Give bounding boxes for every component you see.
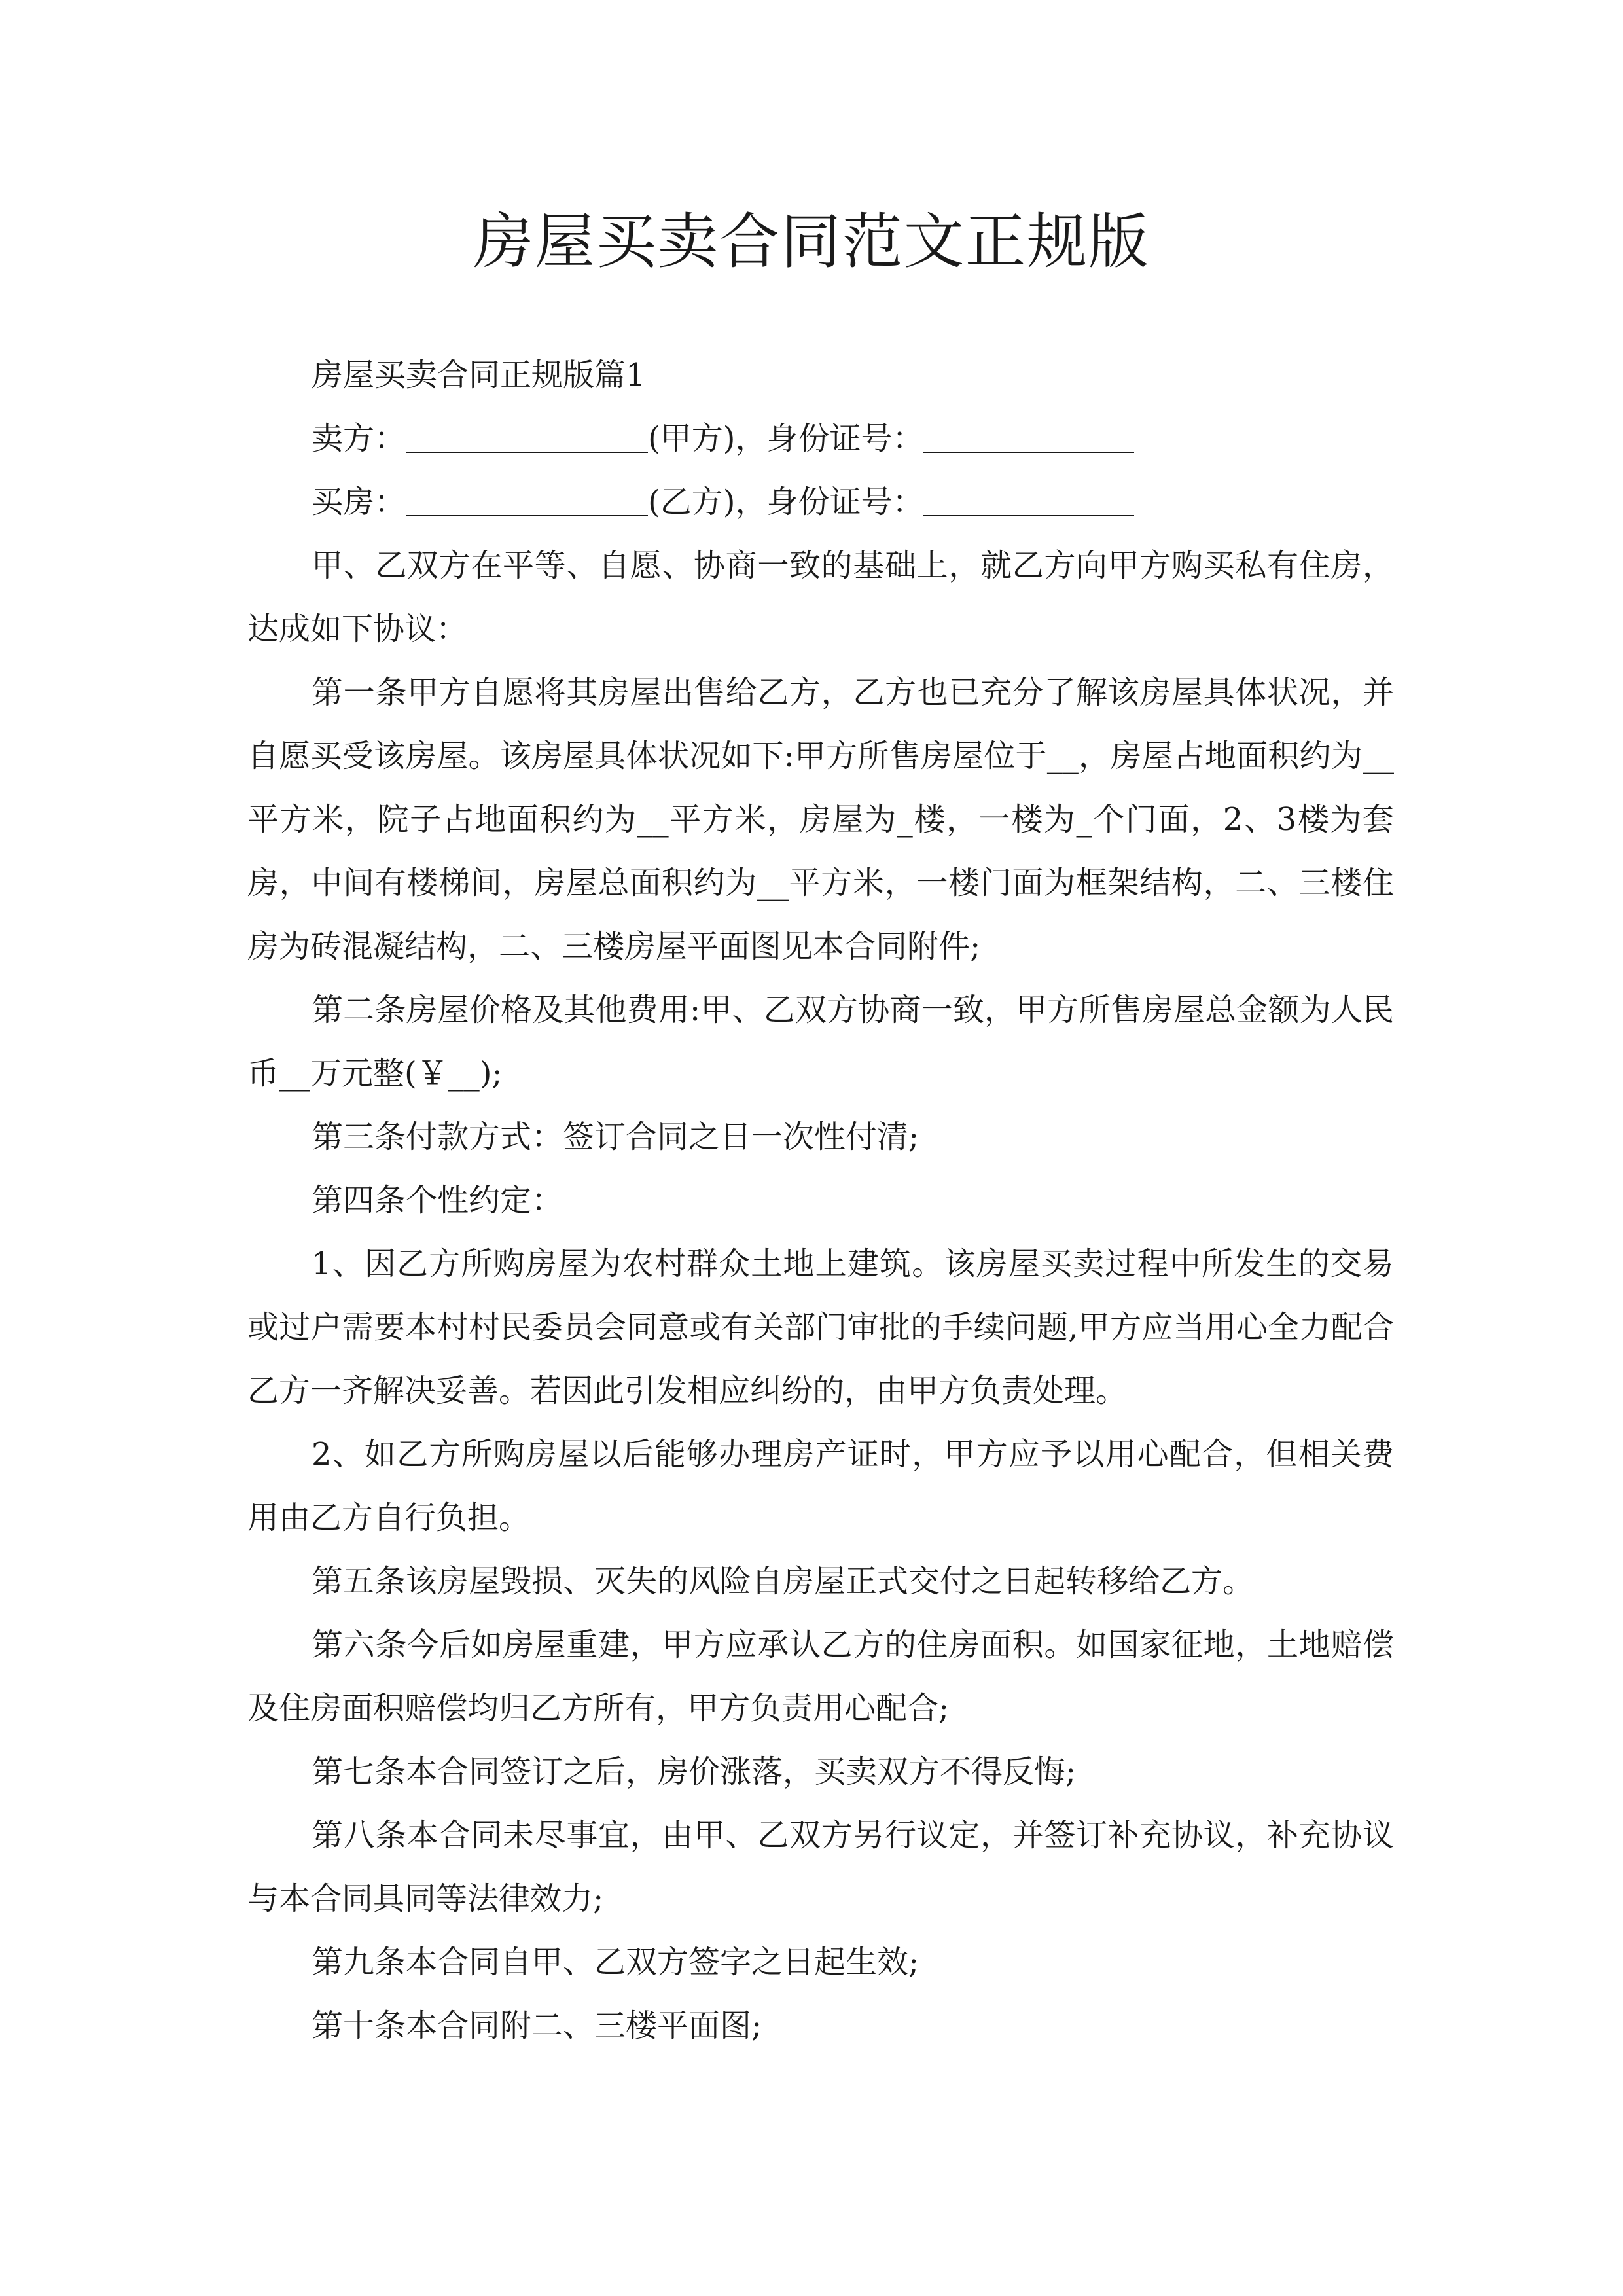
seller-label: 卖方： [312, 420, 406, 457]
seller-line [247, 407, 1394, 471]
paragraph-clause-1: 1、因乙方所购房屋为农村群众土地上建筑。该房屋买卖过程中所发生的交易或过户需要本村村民委员会同意或有关部门审批的手续问题,甲方应当用心全力配合乙方一齐解决妥善。若因此引发相应纠纷的，由甲方负责处理。 [247, 1246, 1394, 1409]
paragraph-article-7: 第七条本合同签订之后，房价涨落，买卖双方不得反悔; [312, 1753, 1077, 1790]
paragraph-article-3: 第三条付款方式：签订合同之日一次性付清; [312, 1119, 919, 1155]
paragraph-article-9: 第九条本合同自甲、乙双方签字之日起生效; [312, 1944, 919, 1981]
paragraph-article-10: 第十条本合同附二、三楼平面图; [312, 2007, 762, 2044]
buyer-line [247, 471, 1394, 534]
document-body [247, 344, 1394, 2058]
paragraph-article-4: 第四条个性约定： [312, 1182, 563, 1219]
seller-name-blank [406, 419, 648, 453]
buyer-id-blank [923, 482, 1134, 516]
paragraph-article-2: 第二条房屋价格及其他费用:甲、乙双方协商一致，甲方所售房屋总金额为人民币__万元整(￥__); [247, 992, 1394, 1092]
document-title: 房屋买卖合同范文正规版 [473, 207, 1150, 277]
buyer-role: (乙方)，身份证号： [648, 484, 924, 520]
paragraph-agreement: 甲、乙双方在平等、自愿、协商一致的基础上，就乙方向甲方购买私有住房，达成如下协议： [247, 547, 1394, 647]
paragraph-clause-2: 2、如乙方所购房屋以后能够办理房产证时，甲方应予以用心配合，但相关费用由乙方自行负担。 [247, 1436, 1394, 1536]
paragraph-article-8: 第八条本合同未尽事宜，由甲、乙双方另行议定，并签订补充协议，补充协议与本合同具同等法律效力; [247, 1817, 1394, 1917]
paragraph-article-1: 第一条甲方自愿将其房屋出售给乙方，乙方也已充分了解该房屋具体状况，并自愿买受该房屋。该房屋具体状况如下:甲方所售房屋位于__，房屋占地面积约为__平方米，院子占地面积约为__平方米，房屋为_楼，一楼为_个门面，2、3楼为套房，中间有楼梯间，房屋总面积约为__平方米，一楼门面为框架结构，二、三楼住房为砖混凝结构，二、三楼房屋平面图见本合同附件; [247, 674, 1394, 965]
paragraph-article-6: 第六条今后如房屋重建，甲方应承认乙方的住房面积。如国家征地，土地赔偿及住房面积赔偿均归乙方所有，甲方负责用心配合; [247, 1626, 1394, 1727]
seller-role: (甲方)，身份证号： [648, 420, 924, 457]
paragraph-article-5: 第五条该房屋毁损、灭失的风险自房屋正式交付之日起转移给乙方。 [312, 1563, 1255, 1600]
buyer-name-blank [406, 482, 648, 516]
seller-id-blank [923, 419, 1134, 453]
document-subtitle: 房屋买卖合同正规版篇1 [312, 357, 646, 393]
buyer-label: 买房： [312, 484, 406, 520]
